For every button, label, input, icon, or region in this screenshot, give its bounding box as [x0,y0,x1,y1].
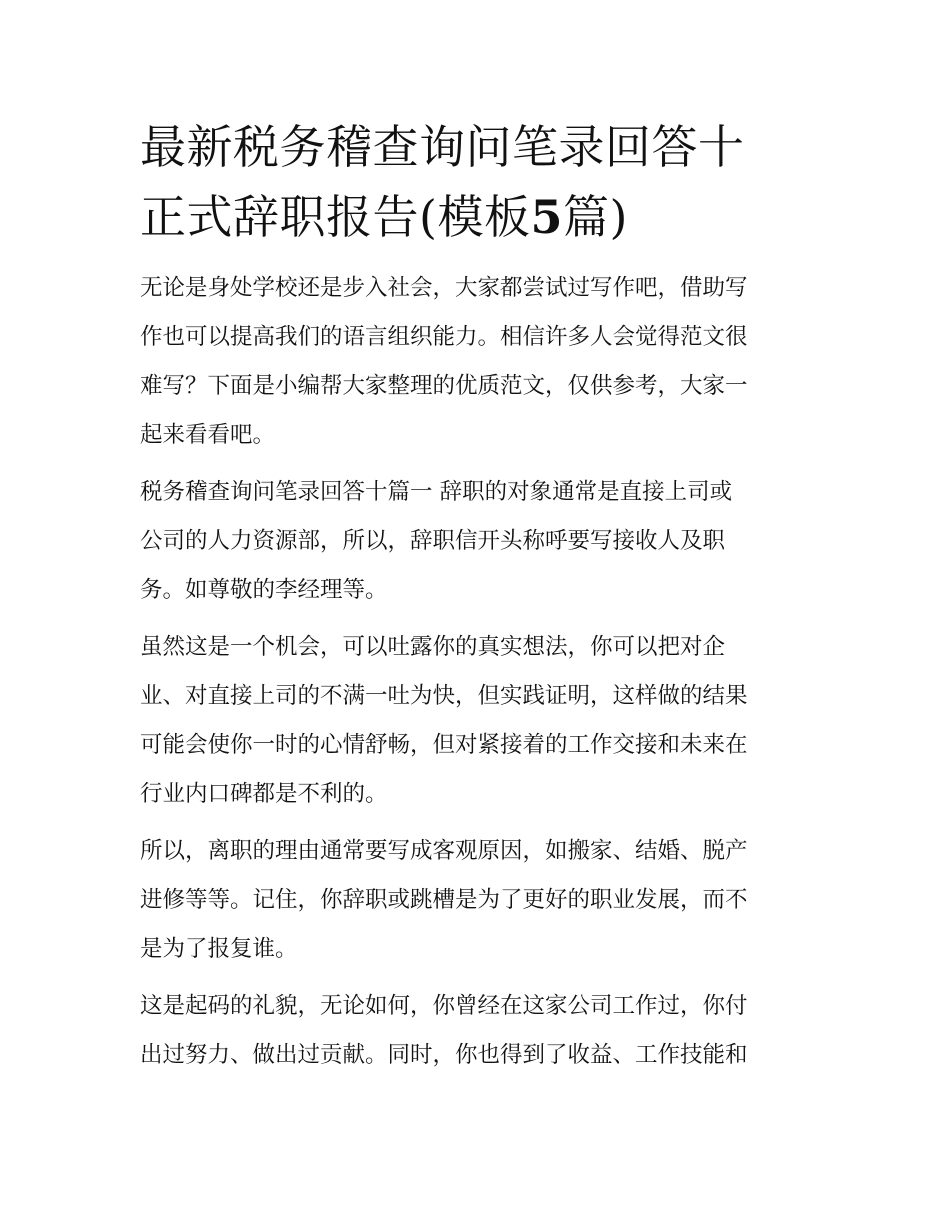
text-line: 税务稽查询问笔录回答十篇一 辞职的对象通常是直接上司或 [140,479,733,505]
text-line: 起来看看吧。 [140,422,276,448]
text-line: 所以，离职的理由通常要写成客观原因，如搬家、结婚、脱产 [140,838,748,864]
paragraph [140,623,816,819]
text-line: 可能会使你一时的心情舒畅，但对紧接着的工作交接和未来在 [140,732,748,758]
text-line: 行业内口碑都是不利的。 [140,781,388,807]
title-text: 篇) [562,190,628,244]
text-line: 作也可以提高我们的语言组织能力。相信许多人会觉得范文很 [140,324,748,350]
text-line: 出过努力、做出过贡献。同时，你也得到了收益、工作技能和 [140,1042,748,1068]
text-line: 无论是身处学校还是步入社会，大家都尝试过写作吧，借助写 [140,275,748,301]
paragraph [140,264,816,460]
document-body [140,264,816,1080]
title-number: 5 [530,190,563,244]
text-line: 业、对直接上司的不满一吐为快，但实践证明，这样做的结果 [140,683,748,709]
text-line: 是为了报复谁。 [140,936,298,962]
document-title [140,112,816,252]
text-line: 务。如尊敬的李经理等。 [140,577,388,603]
text-line: 这是起码的礼貌，无论如何，你曾经在这家公司工作过，你付 [140,993,748,1019]
text-line: 公司的人力资源部，所以，辞职信开头称呼要写接收人及职 [140,528,726,554]
text-line: 虽然这是一个机会，可以吐露你的真实想法，你可以把对企 [140,634,726,660]
document-content [140,112,816,1088]
text-line: 难写？下面是小编帮大家整理的优质范文，仅供参考，大家一 [140,373,748,399]
paragraph [140,982,816,1080]
text-line: 进修等等。记住，你辞职或跳槽是为了更好的职业发展，而不 [140,887,748,913]
title-line: 最新税务稽查询问笔录回答十 [140,120,745,174]
title-text: 正式辞职报告(模板 [140,190,531,244]
title-line [140,182,816,252]
paragraph [140,827,816,974]
paragraph [140,468,816,615]
